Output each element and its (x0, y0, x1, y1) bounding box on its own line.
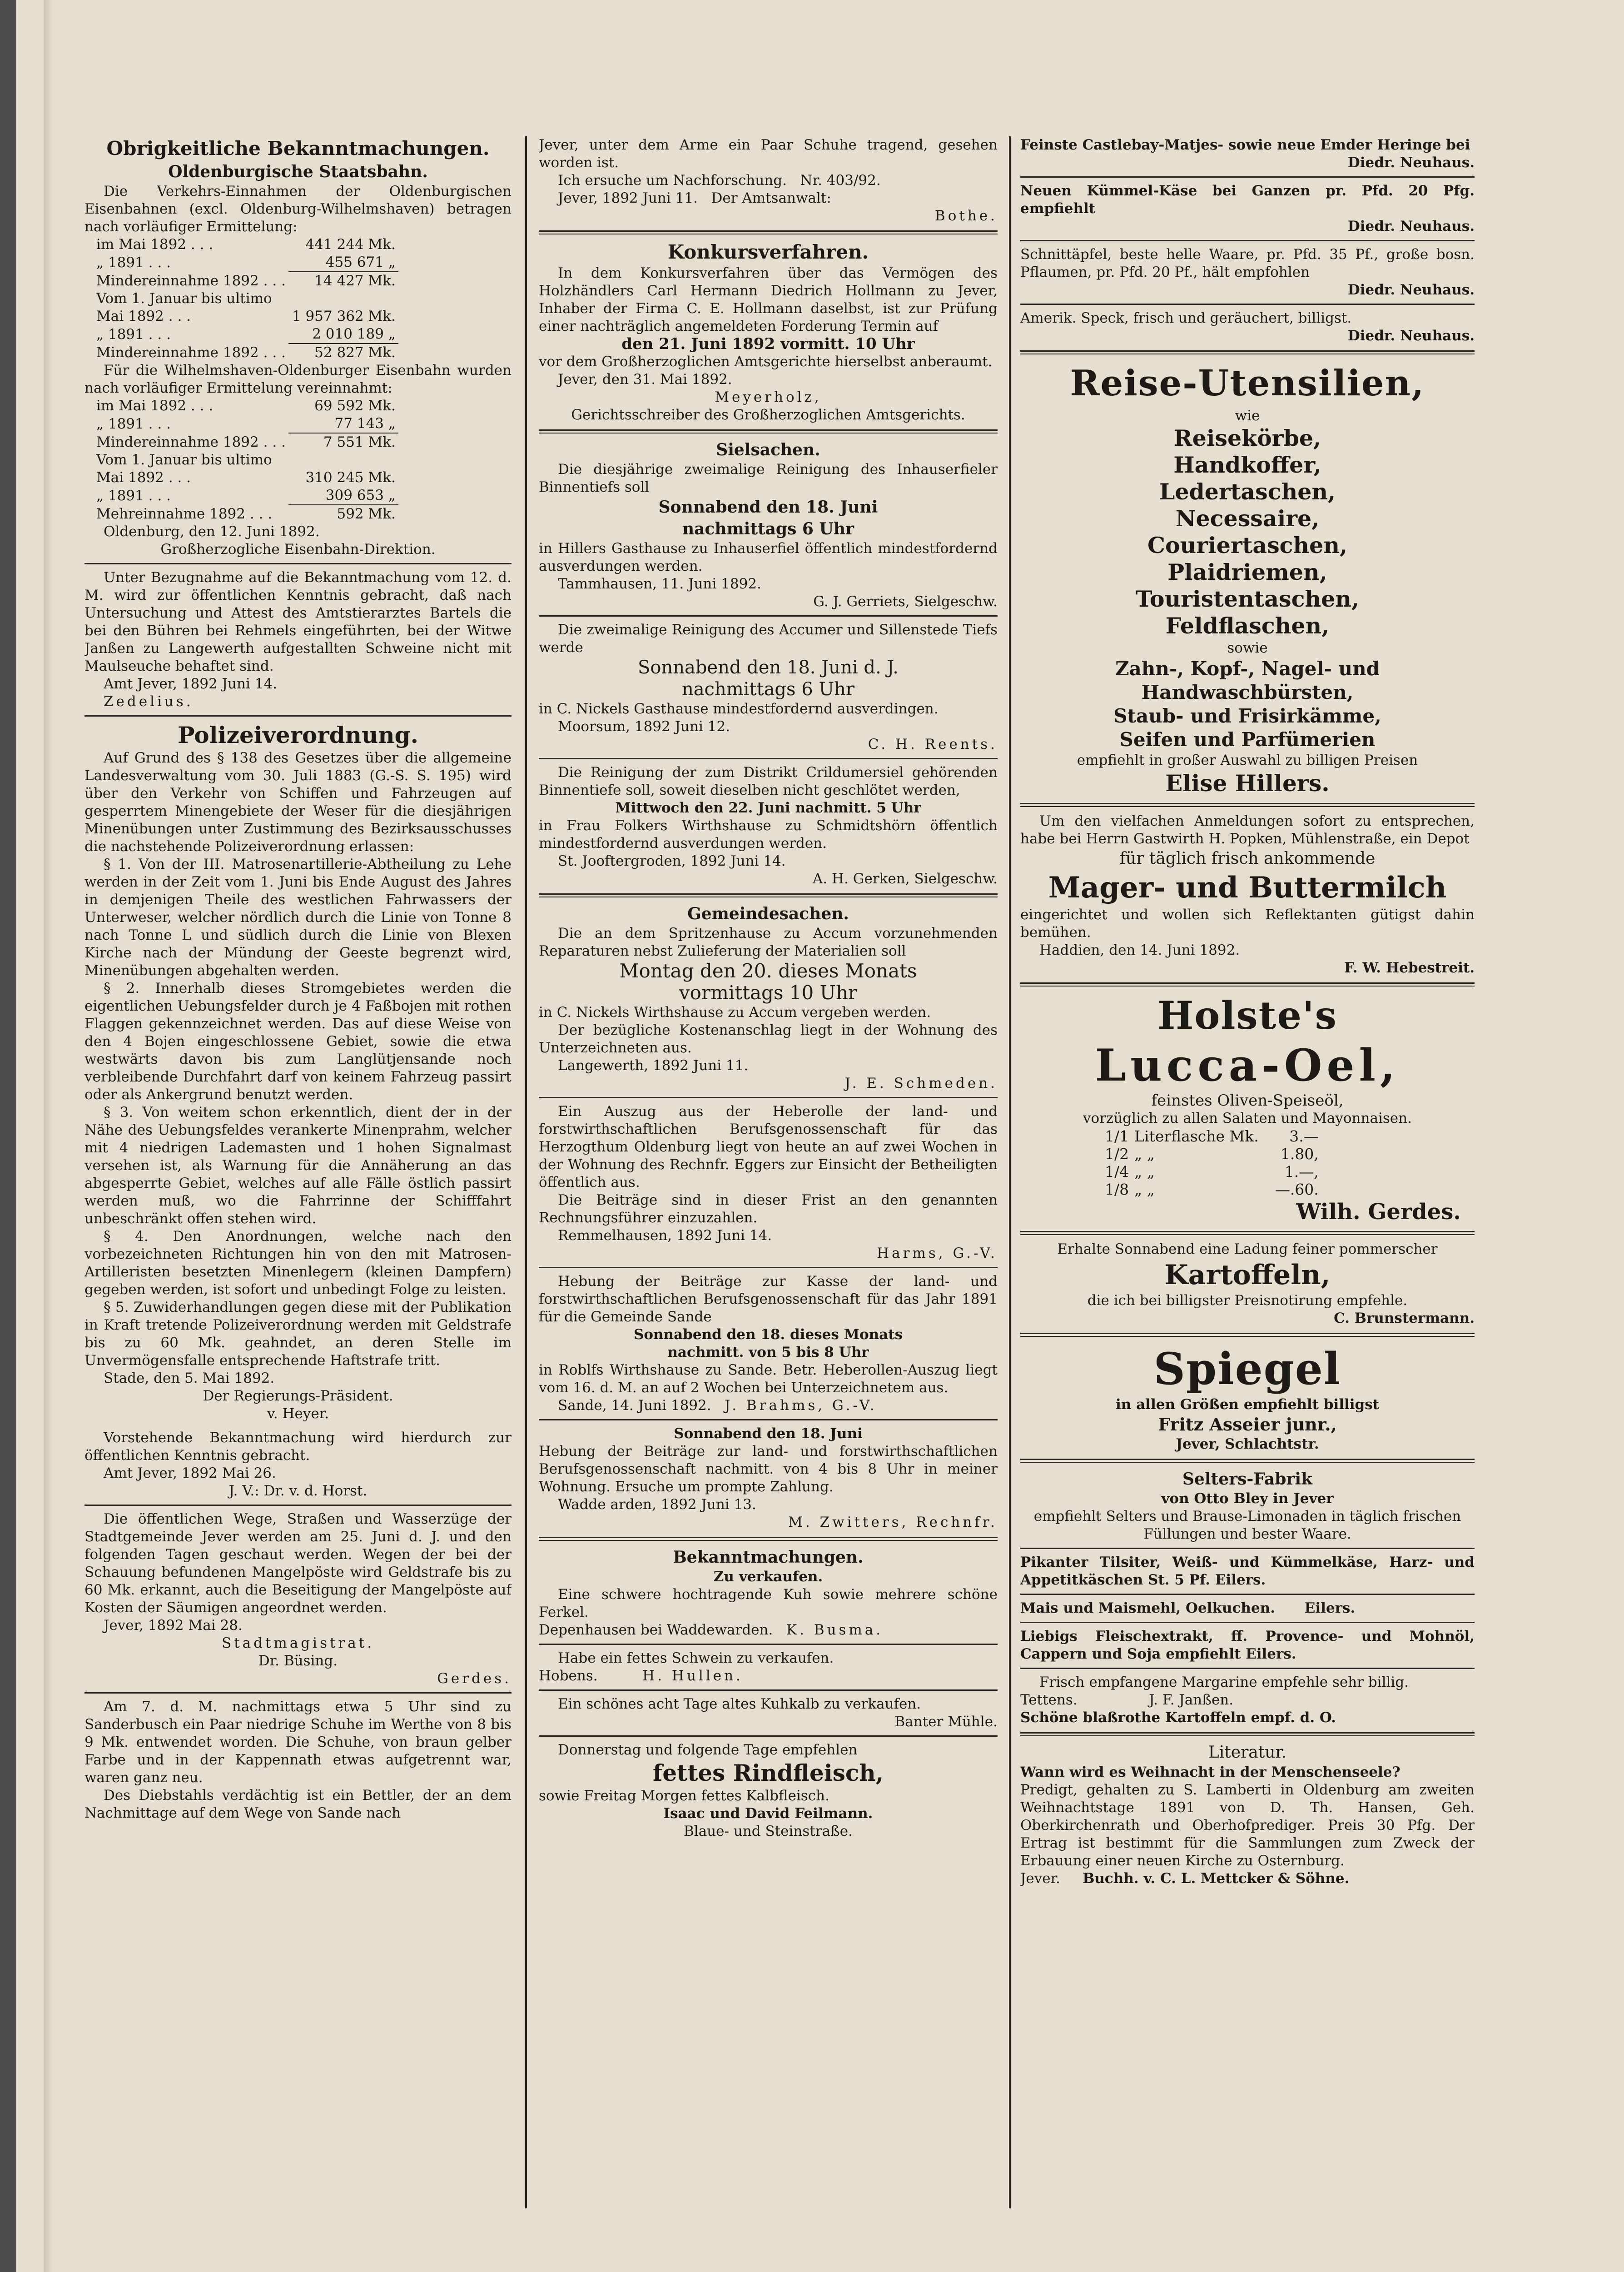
siel1-place: Tammhausen, 11. Juni 1892. (558, 576, 761, 592)
divider (1020, 176, 1475, 178)
rind-headline: fettes Rindfleisch, (652, 1759, 884, 1786)
page-fold-shadow (44, 0, 53, 2272)
reise-item: Handkoffer, (1173, 452, 1321, 478)
kartoffeln-signature: C. Brunstermann. (1334, 1310, 1475, 1326)
divider (539, 1419, 998, 1420)
divider (1020, 982, 1475, 987)
siel3-text-2: in Frau Folkers Wirthshause zu Schmidtshörn öffentlich mindestfordernd ausverdungen werden. (539, 817, 998, 852)
ad-aepfel-text: Schnittäpfel, beste helle Waare, pr. Pfd. 35 Pf., große bosn. Pflaumen, pr. Pfd. 20 Pf., hält empfohlen (1020, 246, 1475, 280)
wege-signature-office: Stadtmagistrat. (221, 1635, 375, 1651)
gem2-text: Ein Auszug aus der Heberolle der land- und forstwirthschaftlichen Berufsgenossenschaft für das Herzogthum Oldenburg liegt von heute an auf zwei Wochen in der Wohnung des Rechnfr. Eggers zur Einsicht der Betheiligten öffentlich aus. (539, 1103, 998, 1191)
mais-line: Mais und Maismehl, Oelkuchen. Eilers. (1020, 1600, 1356, 1616)
konkurs-date: Jever, den 31. Mai 1892. (558, 371, 732, 388)
oel-text: vorzüglich zu allen Salaten und Mayonnaisen. (1083, 1110, 1412, 1126)
divider (1020, 1668, 1475, 1669)
milch-headline: Mager- und Buttermilch (1048, 871, 1447, 905)
polizei-publication-signature: J. V.: Dr. v. d. Horst. (228, 1483, 368, 1499)
oel-subtitle: feinstes Oliven-Speiseöl, (1151, 1091, 1344, 1110)
rail-date: Oldenburg, den 12. Juni 1892. (104, 523, 320, 540)
ad-speck-signature: Diedr. Neuhaus. (1347, 328, 1475, 344)
reise-sowie: sowie (1227, 640, 1268, 656)
polizei-paragraph-5: § 5. Zuwiderhandlungen gegen diese mit der Publikation in Kraft tretende Polizeiverordnung werden mit Geldstrafe bis zu 60 Mk. geahndet, an deren Stelle im Unvermögensfalle entsprechende Haftstrafe tritt. (84, 1299, 512, 1369)
bekanntmachungen-title: Bekanntmachungen. (673, 1548, 864, 1567)
reise-text: empfiehlt in großer Auswahl zu billigen Preisen (1077, 752, 1418, 768)
siel3-text: Die Reinigung der zum Distrikt Crildumersiel gehörenden Binnentiefe soll, soweit dieselben nicht geschlötet werden, (539, 764, 998, 798)
gem4-text: Hebung der Beiträge zur land- und forstwirthschaftlichen Berufsgenossenschaft nachmitt. von 4 bis 8 Uhr in meiner Wohnung. Ersuche um prompte Zahlung. (539, 1443, 998, 1495)
table-row: 1/1 Literflasche Mk. 3.— (1105, 1127, 1319, 1145)
divider (539, 758, 998, 759)
gem1-place: Langewerth, 1892 Juni 11. (558, 1057, 749, 1074)
oel-price-table (1102, 1127, 1321, 1198)
divider (539, 615, 998, 617)
seuche-signature: Zedelius. (104, 693, 194, 710)
rail-intro: Die Verkehrs-Einnahmen der Oldenburgischen Eisenbahnen (excl. Oldenburg-Wilhelmshaven) betragen nach vorläufiger Ermittelung: (84, 183, 512, 235)
continuation-text: Jever, unter dem Arme ein Paar Schuhe tragend, gesehen worden ist. (539, 137, 998, 171)
polizei-publication-date: Amt Jever, 1892 Mai 26. (104, 1465, 276, 1481)
reise-item: Touristentaschen, (1136, 586, 1359, 612)
divider (84, 1505, 512, 1506)
schwein-text: Habe ein fettes Schwein zu verkaufen. (558, 1650, 834, 1666)
rind-address: Blaue- und Steinstraße. (684, 1823, 853, 1839)
divider (1020, 1622, 1475, 1623)
reise-item: Ledertaschen, (1159, 478, 1336, 505)
konkurs-text-2: vor dem Großherzoglichen Amtsgerichte hierselbst anberaumt. (539, 354, 993, 370)
section-heading-official: Obrigkeitliche Bekanntmachungen. (106, 137, 490, 159)
spiegel-title: Spiegel (1153, 1343, 1341, 1395)
gem4-signature: M. Zwitters, Rechnfr. (788, 1514, 998, 1530)
siel1-date: Sonnabend den 18. Juni (658, 498, 878, 517)
seuche-date: Amt Jever, 1892 Juni 14. (104, 676, 278, 692)
siel2-time: nachmittags 6 Uhr (681, 679, 855, 700)
divider (1020, 1231, 1475, 1235)
column-rule-1 (525, 136, 527, 2208)
siel2-text: Die zweimalige Reinigung des Accumer und Sillenstede Tiefs werde (539, 622, 998, 656)
konkurs-date-bold: den 21. Juni 1892 vormitt. 10 Uhr (621, 335, 915, 353)
gem2-place: Remmelhausen, 1892 Juni 14. (558, 1227, 772, 1244)
liebig-line: Liebigs Fleischextrakt, ff. Provence- und Mohnöl, Cappern und Soja empfiehlt Eilers. (1020, 1628, 1475, 1662)
milch-text-2: eingerichtet und wollen sich Reflektanten gütigst dahin bemühen. (1020, 907, 1475, 941)
table-row: 1/2 „ „ 1.80, (1105, 1145, 1319, 1163)
ad-heringe-text: Feinste Castlebay-Matjes- sowie neue Emder Heringe bei (1020, 137, 1470, 153)
table-row: Mai 1892 . . . 310 245 Mk. (96, 469, 396, 486)
column-right (1020, 136, 1475, 1888)
kartoffeln-headline: Kartoffeln, (1164, 1259, 1331, 1291)
ad-heringe-signature: Diedr. Neuhaus. (1347, 154, 1475, 171)
gem2-signature: Harms, G.-V. (877, 1245, 998, 1261)
table-row: Mindereinnahme 1892 . . . 52 827 Mk. (96, 344, 396, 361)
selters-text: empfiehlt Selters und Brause-Limonaden in täglich frischen Füllungen und bester Waare. (1033, 1508, 1461, 1542)
reise-item: Feldflaschen, (1165, 613, 1330, 639)
siel2-place: Moorsum, 1892 Juni 12. (558, 718, 730, 735)
konkurs-title: Konkursverfahren. (667, 241, 869, 263)
siel1-text: Die diesjährige zweimalige Reinigung des Inhauserfieler Binnentiefs soll (539, 461, 998, 495)
divider (1020, 1548, 1475, 1549)
rind-signature: Isaac und David Feilmann. (663, 1805, 873, 1822)
wege-date: Jever, 1892 Mai 28. (104, 1617, 243, 1634)
divider (1020, 1459, 1475, 1463)
table-row: „ 1891 . . . 2 010 189 „ (94, 325, 398, 344)
spiegel-text: in allen Größen empfiehlt billigst (1115, 1396, 1379, 1413)
milch-signature: F. W. Hebestreit. (1344, 960, 1475, 976)
rind-intro: Donnerstag und folgende Tage empfehlen (558, 1742, 858, 1758)
oel-signature: Wilh. Gerdes. (1296, 1199, 1461, 1225)
divider (1020, 803, 1475, 807)
siel3-place: St. Jooftergroden, 1892 Juni 14. (558, 853, 786, 869)
reise-title: Reise-Utensilien, (1070, 363, 1425, 404)
gem3-time: nachmitt. von 5 bis 8 Uhr (667, 1344, 869, 1360)
table-row: 1/8 „ „ —.60. (1105, 1181, 1319, 1198)
gem3-line: Sande, 14. Juni 1892. J. Brahms, G.-V. (558, 1397, 877, 1414)
table-row: Mindereinnahme 1892 . . . 14 427 Mk. (96, 272, 396, 289)
divider (84, 1692, 512, 1694)
gem2-text-2: Die Beiträge sind in dieser Frist an den genannten Rechnungsführer einzuzahlen. (539, 1192, 998, 1226)
milch-place: Haddien, den 14. Juni 1892. (1039, 942, 1240, 958)
kartoffeln-text-2: die ich bei billigster Preisnotirung empfehle. (1087, 1292, 1408, 1309)
table-row: „ 1891 . . . 455 671 „ (94, 254, 398, 272)
divider (84, 715, 512, 717)
table-row: im Mai 1892 . . . 441 244 Mk. (96, 236, 396, 253)
reise-wie: wie (1235, 408, 1260, 424)
siel1-signature: G. J. Gerriets, Sielgeschw. (813, 593, 998, 610)
divider (539, 230, 998, 234)
milch-text: Um den vielfachen Anmeldungen sofort zu entsprechen, habe bei Herrn Gastwirth H. Popken, Mühlenstraße, ein Depot (1020, 813, 1475, 847)
gem1-text-2: in C. Nickels Wirthshause zu Accum vergeben werden. (539, 1004, 931, 1021)
oel-title-product: Lucca-Oel, (1095, 1040, 1400, 1091)
literatur-line: Jever. Buchh. v. C. L. Mettcker & Söhne. (1020, 1870, 1350, 1887)
rind-text: sowie Freitag Morgen fettes Kalbfleisch. (539, 1788, 829, 1804)
spiegel-address: Jever, Schlachtstr. (1176, 1436, 1319, 1452)
continuation-request: Ich ersuche um Nachforschung. Nr. 403/92. (558, 172, 881, 189)
polizei-paragraph-2: § 2. Innerhalb dieses Stromgebietes werden die eigentlichen Uebungsfelder durch je 4 Faßbojen mit rothen Flaggen gekennzeichnet werden. Das auf diese Weise von den 4 Bojen eingeschlossene Gebiet, sowie die etwa westwärts davon bis zum Langlütjensande noch verbleibende Durchfahrt darf von keinem Fahrzeug passirt oder als Ankergrund benutzt werden. (84, 980, 512, 1103)
rail-table-2 (94, 397, 398, 523)
reise-item: Staub- und Frisirkämme, (1113, 705, 1381, 727)
gem1-signature: J. E. Schmeden. (844, 1075, 998, 1091)
polizei-signature-office: Der Regierungs-Präsident. (203, 1388, 393, 1404)
selters-title: Selters-Fabrik (1182, 1470, 1312, 1489)
literatur-text: Predigt, gehalten zu S. Lamberti in Oldenburg am zweiten Weihnachtstage 1891 von D. Th. Hansen, Geh. Oberkirchenrath und Oberhofprediger. Preis 30 Pfg. Der Ertrag ist bestimmt für die Sammlungen zum Zweck der Erbauung einer neuen Kirche zu Osternburg. (1020, 1782, 1475, 1869)
oel-title-brand: Holste's (1157, 993, 1337, 1038)
milch-line: für täglich frisch ankommende (1119, 849, 1376, 868)
table-row: „ 1891 . . . 309 653 „ (94, 487, 398, 505)
polizei-paragraph-4: § 4. Den Anordnungen, welche nach den vorbezeichneten Richtungen hin von den mit Matrosen-Artilleristen besetzten Minenlegern (kleinen Dampfern) gegeben werden, ist sofort und unbedingt Folge zu leisten. (84, 1228, 512, 1298)
reise-item: Zahn-, Kopf-, Nagel- und Handwaschbürsten, (1115, 658, 1380, 703)
siel2-date: Sonnabend den 18. Juni d. J. (637, 657, 899, 678)
ad-aepfel-signature: Diedr. Neuhaus. (1347, 282, 1475, 298)
seuche-text: Unter Bezugnahme auf die Bekanntmachung vom 12. d. M. wird zur öffentlichen Kenntnis gebracht, daß nach Untersuchung und Attest des Amtstierarztes Bartels die bei den Bühren bei Rehmels eingeführten, bei der Witwe Janßen zu Langewerth aufgestallten Schweine nicht mit Maulseuche behaftet sind. (84, 569, 512, 674)
column-middle (539, 136, 998, 1840)
rail-intro-2: Für die Wilhelmshaven-Oldenburger Eisenbahn wurden nach vorläufiger Ermittelung vereinnahmt: (84, 362, 512, 396)
divider (84, 563, 512, 564)
divider (1020, 1333, 1475, 1337)
literatur-question: Wann wird es Weihnacht in der Menschenseele? (1020, 1764, 1401, 1780)
gem3-text: Hebung der Beiträge zur Kasse der land- und forstwirthschaftlichen Berufsgenossenschaft für das Jahr 1891 für die Gemeinde Sande (539, 1273, 998, 1325)
zu-verkaufen-title: Zu verkaufen. (713, 1569, 823, 1585)
divider (539, 1735, 998, 1737)
siel1-time: nachmittags 6 Uhr (682, 519, 854, 538)
ad-speck-text: Amerik. Speck, frisch und geräuchert, billigst. (1020, 310, 1352, 326)
continuation-date-line: Jever, 1892 Juni 11. Der Amtsanwalt: (558, 190, 831, 206)
ad-kaese-text: Neuen Kümmel-Käse bei Ganzen pr. Pfd. 20 Pfg. empfiehlt (1020, 183, 1475, 217)
divider (1020, 304, 1475, 305)
divider (539, 1644, 998, 1645)
spacer (84, 1423, 512, 1429)
reise-item: Reisekörbe, (1173, 425, 1321, 451)
kuh-text: Eine schwere hochtragende Kuh sowie mehrere schöne Ferkel. (539, 1586, 998, 1620)
schuhe-text: Am 7. d. M. nachmittags etwa 5 Uhr sind zu Sanderbusch ein Paar niedrige Schuhe im Werthe von 8 bis 9 Mk. entwendet worden. Die Schuhe, von braun gelber Farbe und in der Kappennath etwas aufgetrennt war, waren ganz neu. (84, 1699, 512, 1786)
divider (539, 1267, 998, 1268)
reise-item: Necessaire, (1175, 505, 1320, 532)
kartoffeln2-text: Schöne blaßrothe Kartoffeln empf. d. O. (1020, 1709, 1336, 1726)
divider (539, 1097, 998, 1098)
gem3-text-2: in Roblfs Wirthshause zu Sande. Betr. Heberollen-Auszug liegt vom 16. d. M. an auf 2 Wochen bei Unterzeichnetem aus. (539, 1362, 998, 1396)
divider (1020, 1732, 1475, 1736)
konkurs-text: In dem Konkursverfahren über das Vermögen des Holzhändlers Carl Hermann Diedrich Hollmann zu Jever, Inhaber der Firma C. E. Hollmann daselbst, ist zur Prüfung einer nachträglich angemeldeten Forderung Termin auf (539, 265, 998, 334)
gem4-date: Sonnabend den 18. Juni (674, 1425, 863, 1442)
gem1-date: Montag den 20. dieses Monats (619, 960, 917, 982)
polizei-paragraph-1: § 1. Von der III. Matrosenartillerie-Abtheilung zu Lehe werden in der Zeit vom 1. Juni bis Ende August des Jahres in demjenigen Theile des westlichen Fahrwassers der Unterweser, welcher nördlich durch die Linie von Tonne 8 nach Tonne L und südlich durch die Linie von Blexen Kirche nach der Mündung der Geeste begrenzt wird, Minenübungen abgehalten werden. (84, 856, 512, 979)
table-row: Mai 1892 . . . 1 957 362 Mk. (96, 308, 396, 324)
kuh-line: Depenhausen bei Waddewarden. K. Busma. (539, 1622, 884, 1638)
table-row: „ 1891 . . . 77 143 „ (94, 415, 398, 433)
reise-item: Couriertaschen, (1147, 532, 1348, 558)
divider (539, 893, 998, 897)
reise-item: Plaidriemen, (1167, 559, 1327, 585)
rail-table-1 (94, 236, 398, 362)
gem3-date: Sonnabend den 18. dieses Monats (633, 1326, 903, 1343)
polizei-signature-name: v. Heyer. (267, 1405, 329, 1422)
polizei-title: Polizeiverordnung. (177, 722, 419, 748)
kalb-text: Ein schönes acht Tage altes Kuhkalb zu verkaufen. (558, 1696, 921, 1712)
gem4-place: Wadde arden, 1892 Juni 13. (558, 1496, 756, 1513)
divider (1020, 350, 1475, 354)
gem1-time: vormittags 10 Uhr (679, 982, 858, 1004)
polizei-publication: Vorstehende Bekanntmachung wird hierdurch zur öffentlichen Kenntnis gebracht. (84, 1430, 512, 1464)
literatur-title: Literatur. (1208, 1743, 1287, 1762)
wege-text: Die öffentlichen Wege, Straßen und Wasserzüge der Stadtgemeinde Jever werden am 25. Juni d. J. und den folgenden Tagen geschaut werden. Wegen der bei der Schauung befundenen Mangelpöste wird Geldstrafe bis zu 60 Mk. erkannt, auch die Beseitigung der Mangelpöste auf Kosten der Säumigen angeordnet werden. (84, 1511, 512, 1616)
konkurs-signature-office: Gerichtsschreiber des Großherzoglichen Amtsgerichts. (571, 407, 965, 423)
kalb-signature: Banter Mühle. (894, 1714, 998, 1730)
gemeinde-title: Gemeindesachen. (687, 904, 849, 923)
divider (1020, 240, 1475, 241)
divider (539, 429, 998, 433)
polizei-date: Stade, den 5. Mai 1892. (104, 1370, 275, 1386)
schuhe-text-2: Des Diebstahls verdächtig ist ein Bettler, der an dem Nachmittage auf dem Wege von Sande nach (84, 1787, 512, 1821)
reise-item: Seifen und Parfümerien (1119, 728, 1376, 751)
table-row: Mehreinnahme 1892 . . . 592 Mk. (96, 505, 396, 522)
table-row: Vom 1. Januar bis ultimo (96, 290, 272, 307)
siel3-signature: A. H. Gerken, Sielgeschw. (812, 871, 998, 887)
wege-signature-name: Dr. Büsing. (258, 1653, 338, 1669)
siel2-signature: C. H. Reents. (868, 736, 998, 752)
spiegel-signature: Fritz Asseier junr., (1158, 1414, 1337, 1435)
reise-signature: Elise Hillers. (1165, 770, 1330, 797)
konkurs-signature-name: Meyerholz, (715, 389, 822, 405)
newspaper-page (16, 0, 1624, 2272)
ad-kaese-signature: Diedr. Neuhaus. (1347, 218, 1475, 234)
gem1-text-3: Der bezügliche Kostenanschlag liegt in der Wohnung des Unterzeichneten aus. (539, 1022, 998, 1056)
continuation-signature: Bothe. (934, 208, 998, 224)
divider (539, 1689, 998, 1691)
kartoffeln-text: Erhalte Sonnabend eine Ladung feiner pommerscher (1057, 1241, 1438, 1257)
polizei-intro: Auf Grund des § 138 des Gesetzes über die allgemeine Landesverwaltung vom 30. Juli 1883 (G.-S. S. 195) wird über den Verkehr von Schiffen und Fahrzeugen auf gesperrtem Minengebiete der Weser für die diesjährigen Minenübungen unter Zustimmung des Bezirksausschusses die nachstehende Polizeiverordnung erlassen: (84, 750, 512, 855)
margarine-text: Frisch empfangene Margarine empfehle sehr billig. (1039, 1674, 1409, 1690)
schwein-line: Hobens. H. Hullen. (539, 1668, 743, 1684)
siel3-date: Mittwoch den 22. Juni nachmitt. 5 Uhr (615, 800, 921, 816)
column-rule-2 (1009, 136, 1011, 2208)
divider (1020, 1594, 1475, 1595)
rail-title: Oldenburgische Staatsbahn. (168, 162, 428, 181)
table-row: im Mai 1892 . . . 69 592 Mk. (96, 398, 396, 414)
divider (539, 1537, 998, 1541)
column-left (84, 136, 512, 1822)
wege-signature-clerk: Gerdes. (437, 1670, 512, 1687)
kaese-line: Pikanter Tilsiter, Weiß- und Kümmelkäse, Harz- und Appetitkäschen St. 5 Pf. Eilers. (1020, 1554, 1475, 1588)
siel-title: Sielsachen. (716, 440, 820, 459)
table-row: 1/4 „ „ 1.—, (1105, 1163, 1319, 1181)
table-row: Mindereinnahme 1892 . . . 7 551 Mk. (96, 433, 396, 450)
siel1-text-2: in Hillers Gasthause zu Inhauserfiel öffentlich mindestfordernd ausverdungen werden. (539, 540, 998, 574)
margarine-line: Tettens. J. F. Janßen. (1020, 1692, 1234, 1708)
table-row: Vom 1. Januar bis ultimo (96, 452, 272, 468)
rail-signature: Großherzogliche Eisenbahn-Direktion. (160, 541, 436, 558)
siel2-text-2: in C. Nickels Gasthause mindestfordernd ausverdingen. (539, 701, 939, 717)
gem1-text: Die an dem Spritzenhause zu Accum vorzunehmenden Reparaturen nebst Zulieferung der Materialien soll (539, 925, 998, 959)
selters-from: von Otto Bley in Jever (1161, 1490, 1334, 1507)
polizei-paragraph-3: § 3. Von weitem schon erkenntlich, dient der in der Nähe des Uebungsfeldes verankerte Minenprahm, welcher mit 4 niedrigen Lademasten und 1 hohen Signalmast versehen ist, als Warnung für die Annäherung an das abgesperrte Gebiet, welches auf alle Fälle östlich passirt werden muß, wo die Fahrrinne der Schifffahrt unbeschränkt offen stehen wird. (84, 1104, 512, 1227)
